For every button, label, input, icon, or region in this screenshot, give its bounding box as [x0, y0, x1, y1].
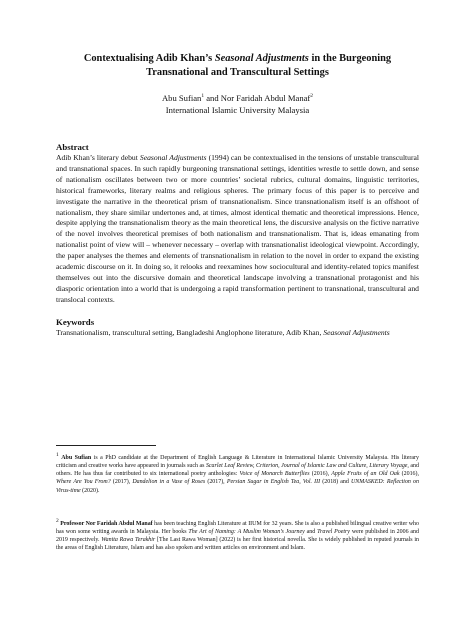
footnote-1	[56, 454, 419, 495]
footnote-2-marker: 2	[56, 518, 59, 525]
footnote-1-text: and others. He has thus far contributed to six international poetry anthologies:	[56, 463, 419, 478]
footnote-2-italic: The Art of Naming: A Muslim Woman’s Journey	[188, 529, 305, 536]
abstract-lead: Adib Khan’s literary debut	[56, 153, 140, 162]
footnote-2-italic: Wanita Rawa Terakhir	[101, 537, 156, 544]
abstract-italic-title: Seasonal Adjustments	[139, 153, 207, 162]
footnote-2-text: were published in 2006 and 2019 respectively.	[56, 529, 419, 544]
footnote-1-text: (2017),	[110, 479, 133, 486]
keywords-list	[56, 328, 419, 339]
keywords-text: Transnationalism, transcultural setting, Bangladeshi Anglophone literature, Adib Khan,	[56, 327, 324, 337]
keywords-italic: Seasonal Adjustments	[323, 327, 390, 337]
footnote-1-italic: Persian Sugar in English Tea, Vol. III	[226, 479, 321, 486]
footnote-divider	[56, 445, 156, 446]
keywords-heading: Keywords	[56, 316, 95, 327]
footnote-2	[56, 520, 419, 553]
footnote-2-text: and	[304, 529, 318, 536]
title-text: Contextualising Adib Khan’s	[83, 53, 215, 64]
author-line	[56, 92, 419, 104]
author-1-footnote-marker: 1	[201, 93, 205, 100]
footnote-1-italic: Apple Fruits of an Old Oak	[331, 471, 400, 478]
author-conjunction: and	[204, 93, 221, 103]
footnote-2-name: Professor Nor Faridah Abdul Manaf	[60, 521, 153, 527]
abstract-text: (1994) can be contextualised in the tensions of unstable transcultural and transnational spaces. In such rapidly burgeoning transnational settings, identities wrestle to settle down, and sense of nationalism oscillates between two or more countries’ societal rubrics, cultural domains, linguistic territories, historical frameworks, literary realms and religious spheres. The primary focus of this paper is to perceive and investigate the narrative in the theoretical prism of transnationalism. Since transnationalism itself is an offshoot of nationalism, they share similar undertones and, at times, almost identical thematic and theoretical impressions. Hence, despite applying the transnationalism theory as the main theoretical lens, the discursive analysis on the fictive narrative of the novel involves theoretical premises of both nationalism and transnationalism. That is, ideas emanating from nationalist point of view will – whenever necessary – overlap with transnationalist ideological viewpoint. Accordingly, the paper analyses the themes and elements of transnationalism in relation to the novel in order to expand the existing academic discourse on it. In doing so, it relooks and reexamines how sociocultural and identity-related topics manifest themselves out into the discursive domain and theoretical landscape involving a transnational protagonist and his diasporic orientation into a world that is undergoing a rapid transformation pertinent to transnational, transcultural and translocal contexts.	[56, 153, 419, 304]
footnote-2-text: [The Last Rawa Woman] (2022) is her first historical novella. She is widely published in reputed journals in the areas of English Literature, Islam and has also spoken and written articles on environment and Islam.	[56, 537, 419, 552]
footnote-1-italic: Scarlet Leaf Review, Criterion, Journal of Islamic Law and Culture, Literary Voyage,	[205, 463, 409, 470]
footnote-1-text: (2017),	[205, 479, 227, 486]
footnote-1-name: Abu Sufian	[61, 455, 92, 461]
footnote-1-text: (2016),	[399, 471, 419, 478]
footnote-2-text: has been teaching English Literature at IIUM for 32 years. She is also a published bilingual creative writer who has won some writing awards in Malaysia. Her books	[56, 521, 419, 536]
footnote-1-italic: Where Are You From?	[56, 479, 111, 486]
footnote-1-marker: 1	[56, 452, 59, 459]
title-italic-text: Seasonal Adjustments	[214, 53, 309, 64]
title-text-end: in the Burgeoning Transnational and Transcultural Settings	[146, 53, 392, 78]
abstract-heading: Abstract	[56, 142, 89, 152]
author-2: Nor Faridah Abdul Manaf	[220, 93, 311, 103]
footnote-1-italic: Voice of Monarch Butterflies	[239, 471, 310, 478]
footnote-1-text: is a PhD candidate at the Department of English Language & Literature in International Islamic University Malaysia. His literary criticism and creative works have appeared in journals such as	[56, 455, 419, 470]
paper-page	[56, 52, 419, 339]
paper-title	[56, 52, 419, 80]
affiliation: International Islamic University Malaysia	[165, 105, 310, 115]
author-1: Abu Sufian	[161, 93, 202, 103]
abstract-body	[56, 153, 419, 306]
footnote-1-italic: UNMASKED: Reflection on Virus-time	[56, 479, 419, 494]
footnote-1-text: (2020).	[80, 487, 100, 494]
footnote-1-text: (2018) and	[320, 479, 352, 486]
footnote-2-italic: Travel Poetry	[317, 529, 350, 536]
author-2-footnote-marker: 2	[310, 93, 314, 100]
footnote-1-italic: Dandelion in a Vase of Roses	[132, 479, 206, 486]
footnote-1-text: (2016),	[309, 471, 332, 478]
